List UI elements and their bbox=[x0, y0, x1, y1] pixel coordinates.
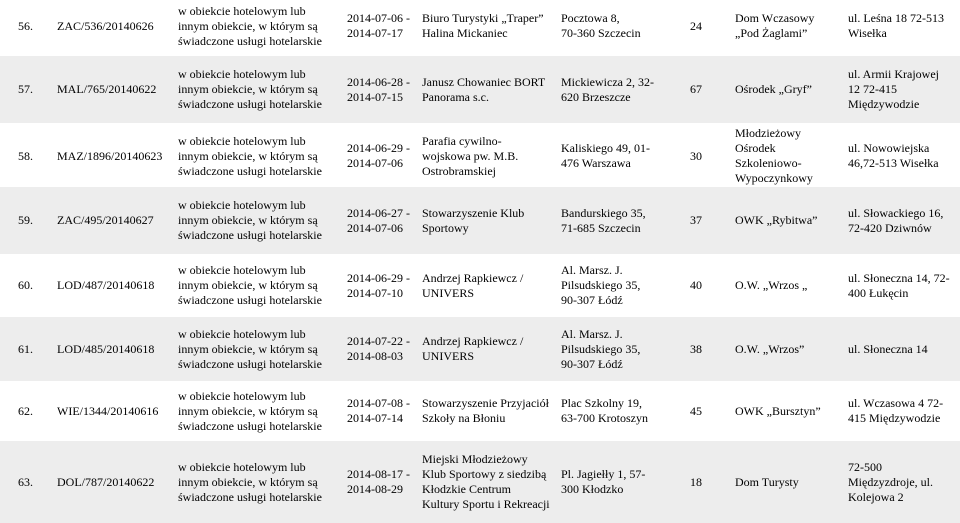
cell-place: OWK „Bursztyn” bbox=[735, 403, 821, 418]
cell-addr: Pl. Jagiełły 1, 57- 300 Kłodzko bbox=[561, 467, 646, 496]
cell-num: 63. bbox=[18, 474, 33, 489]
cell-num: 56. bbox=[18, 18, 33, 33]
cell-code: MAL/765/20140622 bbox=[57, 82, 157, 96]
cell-cat: w obiekcie hotelowym lub innym obiekcie, w którym są świadczone usługi hotelarskie bbox=[178, 3, 322, 48]
cell-dates: 2014-06-28 - 2014-07-15 bbox=[347, 74, 410, 104]
cell-code: DOL/787/20140622 bbox=[57, 474, 155, 489]
cell-count: 40 bbox=[690, 278, 702, 292]
cell-cat: w obiekcie hotelowym lub innym obiekcie, w którym są świadczone usługi hotelarskie bbox=[178, 133, 322, 178]
cell-code: LOD/485/20140618 bbox=[57, 341, 155, 356]
cell-code: LOD/487/20140618 bbox=[57, 278, 155, 292]
cell-cat: w obiekcie hotelowym lub innym obiekcie, w którym są świadczone usługi hotelarskie bbox=[178, 198, 322, 242]
cell-count: 18 bbox=[690, 474, 702, 489]
cell-count: 45 bbox=[690, 403, 702, 418]
cell-org: Andrzej Rapkiewcz / UNIVERS bbox=[422, 270, 524, 300]
cell-org: Parafia cywilno- wojskowa pw. M.B. Ostrobramskiej bbox=[422, 133, 519, 178]
cell-org: Stowarzyszenie Klub Sportowy bbox=[422, 205, 525, 235]
cell-cat: w obiekcie hotelowym lub innym obiekcie, w którym są świadczone usługi hotelarskie bbox=[178, 263, 322, 307]
cell-addr: Al. Marsz. J. Pilsudskiego 35, 90-307 Łódź bbox=[561, 263, 641, 307]
cell-code: ZAC/536/20140626 bbox=[57, 18, 154, 33]
cell-cat: w obiekcie hotelowym lub innym obiekcie, w którym są świadczone usługi hotelarskie bbox=[178, 459, 322, 504]
cell-place: Ośrodek „Gryf” bbox=[735, 82, 812, 96]
cell-org: Miejski Młodzieżowy Klub Sportowy z siedzibą Kłodzkie Centrum Kultury Sportu i Rekreacji bbox=[422, 452, 550, 511]
cell-num: 61. bbox=[18, 341, 33, 356]
cell-addr: Kaliskiego 49, 01- 476 Warszawa bbox=[561, 141, 650, 170]
cell-loc: ul. Leśna 18 72-513 Wisełka bbox=[848, 11, 944, 40]
cell-code: MAZ/1896/20140623 bbox=[57, 148, 163, 163]
cell-num: 62. bbox=[18, 403, 33, 418]
cell-dates: 2014-07-08 - 2014-07-14 bbox=[347, 396, 410, 425]
cell-dates: 2014-06-29 - 2014-07-10 bbox=[347, 270, 410, 300]
cell-loc: 72-500 Międzyzdroje, ul. Kolejowa 2 bbox=[848, 459, 933, 504]
cell-addr: Mickiewicza 2, 32- 620 Brzeszcze bbox=[561, 74, 654, 104]
cell-addr: Al. Marsz. J. Pilsudskiego 35, 90-307 Łódź bbox=[561, 326, 641, 371]
cell-count: 30 bbox=[690, 148, 702, 163]
cell-org: Stowarzyszenie Przyjaciół Szkoły na Błoniu bbox=[422, 396, 549, 425]
cell-loc: ul. Wczasowa 4 72- 415 Międzywodzie bbox=[848, 396, 944, 425]
cell-loc: ul. Armii Krajowej 12 72-415 Międzywodzie bbox=[848, 67, 939, 111]
cell-place: OWK „Rybitwa” bbox=[735, 213, 818, 227]
cell-place: Dom Turysty bbox=[735, 474, 799, 489]
cell-count: 38 bbox=[690, 341, 702, 356]
cell-num: 58. bbox=[18, 148, 33, 163]
cell-cat: w obiekcie hotelowym lub innym obiekcie, w którym są świadczone usługi hotelarskie bbox=[178, 67, 322, 111]
cell-place: O.W. „Wrzos” bbox=[735, 341, 805, 356]
cell-loc: ul. Słowackiego 16, 72-420 Dziwnów bbox=[848, 205, 944, 235]
cell-num: 59. bbox=[18, 213, 33, 227]
cell-loc: ul. Słoneczna 14, 72- 400 Łukęcin bbox=[848, 270, 950, 300]
cell-num: 57. bbox=[18, 82, 33, 96]
cell-cat: w obiekcie hotelowym lub innym obiekcie, w którym są świadczone usługi hotelarskie bbox=[178, 326, 322, 371]
cell-dates: 2014-06-29 - 2014-07-06 bbox=[347, 141, 410, 170]
cell-dates: 2014-08-17 - 2014-08-29 bbox=[347, 467, 410, 496]
cell-dates: 2014-06-27 - 2014-07-06 bbox=[347, 205, 410, 235]
cell-addr: Plac Szkolny 19, 63-700 Krotoszyn bbox=[561, 396, 648, 425]
cell-num: 60. bbox=[18, 278, 33, 292]
cell-code: ZAC/495/20140627 bbox=[57, 213, 154, 227]
cell-count: 67 bbox=[690, 82, 702, 96]
cell-org: Janusz Chowaniec BORT Panorama s.c. bbox=[422, 74, 546, 104]
cell-dates: 2014-07-06 - 2014-07-17 bbox=[347, 11, 410, 40]
cell-count: 37 bbox=[690, 213, 702, 227]
cell-dates: 2014-07-22 - 2014-08-03 bbox=[347, 334, 410, 363]
cell-code: WIE/1344/20140616 bbox=[57, 403, 159, 418]
cell-org: Biuro Turystyki „Traper” Halina Mickaniec bbox=[422, 11, 544, 40]
cell-addr: Pocztowa 8, 70-360 Szczecin bbox=[561, 11, 641, 40]
cell-addr: Bandurskiego 35, 71-685 Szczecin bbox=[561, 205, 646, 235]
cell-place: O.W. „Wrzos „ bbox=[735, 278, 808, 292]
cell-place: Młodzieżowy Ośrodek Szkoleniowo- Wypoczynkowy bbox=[735, 126, 813, 185]
cell-loc: ul. Słoneczna 14 bbox=[848, 341, 928, 356]
cell-loc: ul. Nowowiejska 46,72-513 Wisełka bbox=[848, 141, 939, 170]
cell-place: Dom Wczasowy „Pod Żaglami” bbox=[735, 11, 815, 40]
cell-count: 24 bbox=[690, 18, 702, 33]
cell-org: Andrzej Rapkiewcz / UNIVERS bbox=[422, 334, 524, 363]
cell-cat: w obiekcie hotelowym lub innym obiekcie, w którym są świadczone usługi hotelarskie bbox=[178, 388, 322, 433]
